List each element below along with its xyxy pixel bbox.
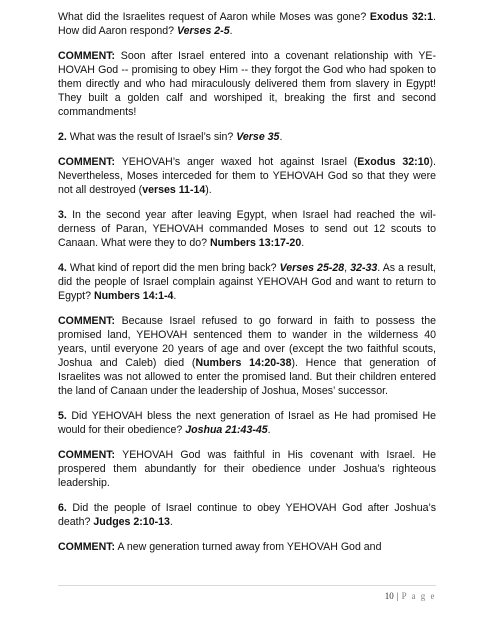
body-text: YEHOVAH’s anger waxed hot against Israel (	[115, 156, 358, 168]
paragraph	[58, 314, 436, 398]
body-text: .	[267, 424, 271, 436]
body-text: . How did Aaron respond?	[58, 11, 436, 37]
bold-text: COMMENT:	[58, 541, 116, 553]
body-text: YEHOVAH God was faithful in His covenant with Israel. He prospered them abundantly for their obedience under Joshua’s righteous leadership.	[58, 449, 436, 489]
bold-italic-reference: Joshua 21:43-45	[185, 424, 268, 436]
paragraph	[58, 130, 436, 144]
paragraph	[58, 49, 436, 119]
footer-separator: |	[396, 591, 399, 601]
paragraph	[58, 155, 436, 197]
document-page	[58, 10, 436, 565]
bold-text: COMMENT:	[58, 315, 116, 327]
body-text: ,	[344, 262, 351, 274]
bold-text: Numbers 13:17-20	[209, 237, 302, 249]
bold-text: 5.	[58, 410, 67, 422]
bold-text: Numbers 14:1-4	[93, 290, 174, 302]
body-text: What kind of report did the men bring back?	[66, 262, 280, 274]
body-text: Did YEHOVAH bless the next generation of Israel as He had promised He would for their obedience?	[58, 410, 436, 436]
body-text: ). Nevertheless, Moses interceded for them to YEHOVAH God so that they were not all destroyed (	[58, 156, 436, 196]
footer-divider	[58, 585, 436, 586]
bold-italic-reference: Verses 2-5	[176, 25, 230, 37]
body-text: In the second year after leaving Egypt, when Israel had reached the wilderness of Paran, YEHOVAH commanded Moses to send out 12 scouts to Canaan. What were they to do?	[58, 209, 436, 249]
bold-text: COMMENT:	[58, 50, 116, 62]
page-footer	[385, 591, 436, 601]
paragraph	[58, 208, 436, 250]
bold-text: verses 11-14	[142, 184, 206, 196]
body-text: What did the Israelites request of Aaron while Moses was gone?	[58, 11, 370, 23]
paragraph	[58, 540, 436, 554]
bold-italic-reference: Verses 25-28	[279, 262, 345, 274]
page-label: P a g e	[401, 591, 436, 601]
body-text: A new generation turned away from YEHOVAH God and	[115, 541, 382, 553]
bold-text: Judges 2:10-13	[93, 516, 170, 528]
body-text: Because Israel refused to go forward in faith to possess the promised land, YEHOVAH sentenced them to wander in the wilderness 40 years, until everyone 20 years of age and over (except the two faithful scouts, Joshua and Caleb) died (	[58, 315, 436, 369]
body-text: ). Hence that generation of Israelites was not allowed to enter the promised land. But their children entered the land of Canaan under the leadership of Joshua, Moses’ successor.	[58, 357, 436, 397]
bold-text: 6.	[58, 502, 67, 514]
bold-italic-reference: Verse 35	[236, 131, 280, 143]
body-text: What was the result of Israel’s sin?	[66, 131, 237, 143]
bold-text: 4.	[58, 262, 67, 274]
body-text: ).	[205, 184, 212, 196]
paragraph	[58, 448, 436, 490]
paragraph	[58, 501, 436, 529]
body-text: .	[229, 25, 233, 37]
bold-text: 2.	[58, 131, 67, 143]
bold-text: Numbers 14:20-38	[195, 357, 292, 369]
paragraph	[58, 10, 436, 38]
body-text: .	[301, 237, 305, 249]
paragraph	[58, 409, 436, 437]
page-number: 10	[384, 591, 394, 601]
body-text: . As a result, did the people of Israel complain against YEHOVAH God and want to return to Egypt?	[58, 262, 436, 302]
body-text: Did the people of Israel continue to obey YEHOVAH God after Joshua’s death?	[58, 502, 436, 528]
body-text: .	[173, 290, 177, 302]
body-text: Soon after Israel entered into a covenant relationship with YEHOVAH God -- promising to obey Him -- they forgot the God who had spoken to them directly and who had miraculously delivered them from slavery in Egypt! They built a golden calf and worshiped it, breaking the first and second commandments!	[58, 50, 436, 118]
bold-text: COMMENT:	[58, 156, 116, 168]
bold-text: 3.	[58, 209, 67, 221]
paragraph	[58, 261, 436, 303]
bold-italic-reference: 32-33	[350, 262, 378, 274]
body-text: .	[169, 516, 173, 528]
bold-text: COMMENT:	[58, 449, 116, 461]
bold-text: Exodus 32:1	[369, 11, 434, 23]
body-text: .	[279, 131, 283, 143]
bold-text: Exodus 32:10	[357, 156, 430, 168]
